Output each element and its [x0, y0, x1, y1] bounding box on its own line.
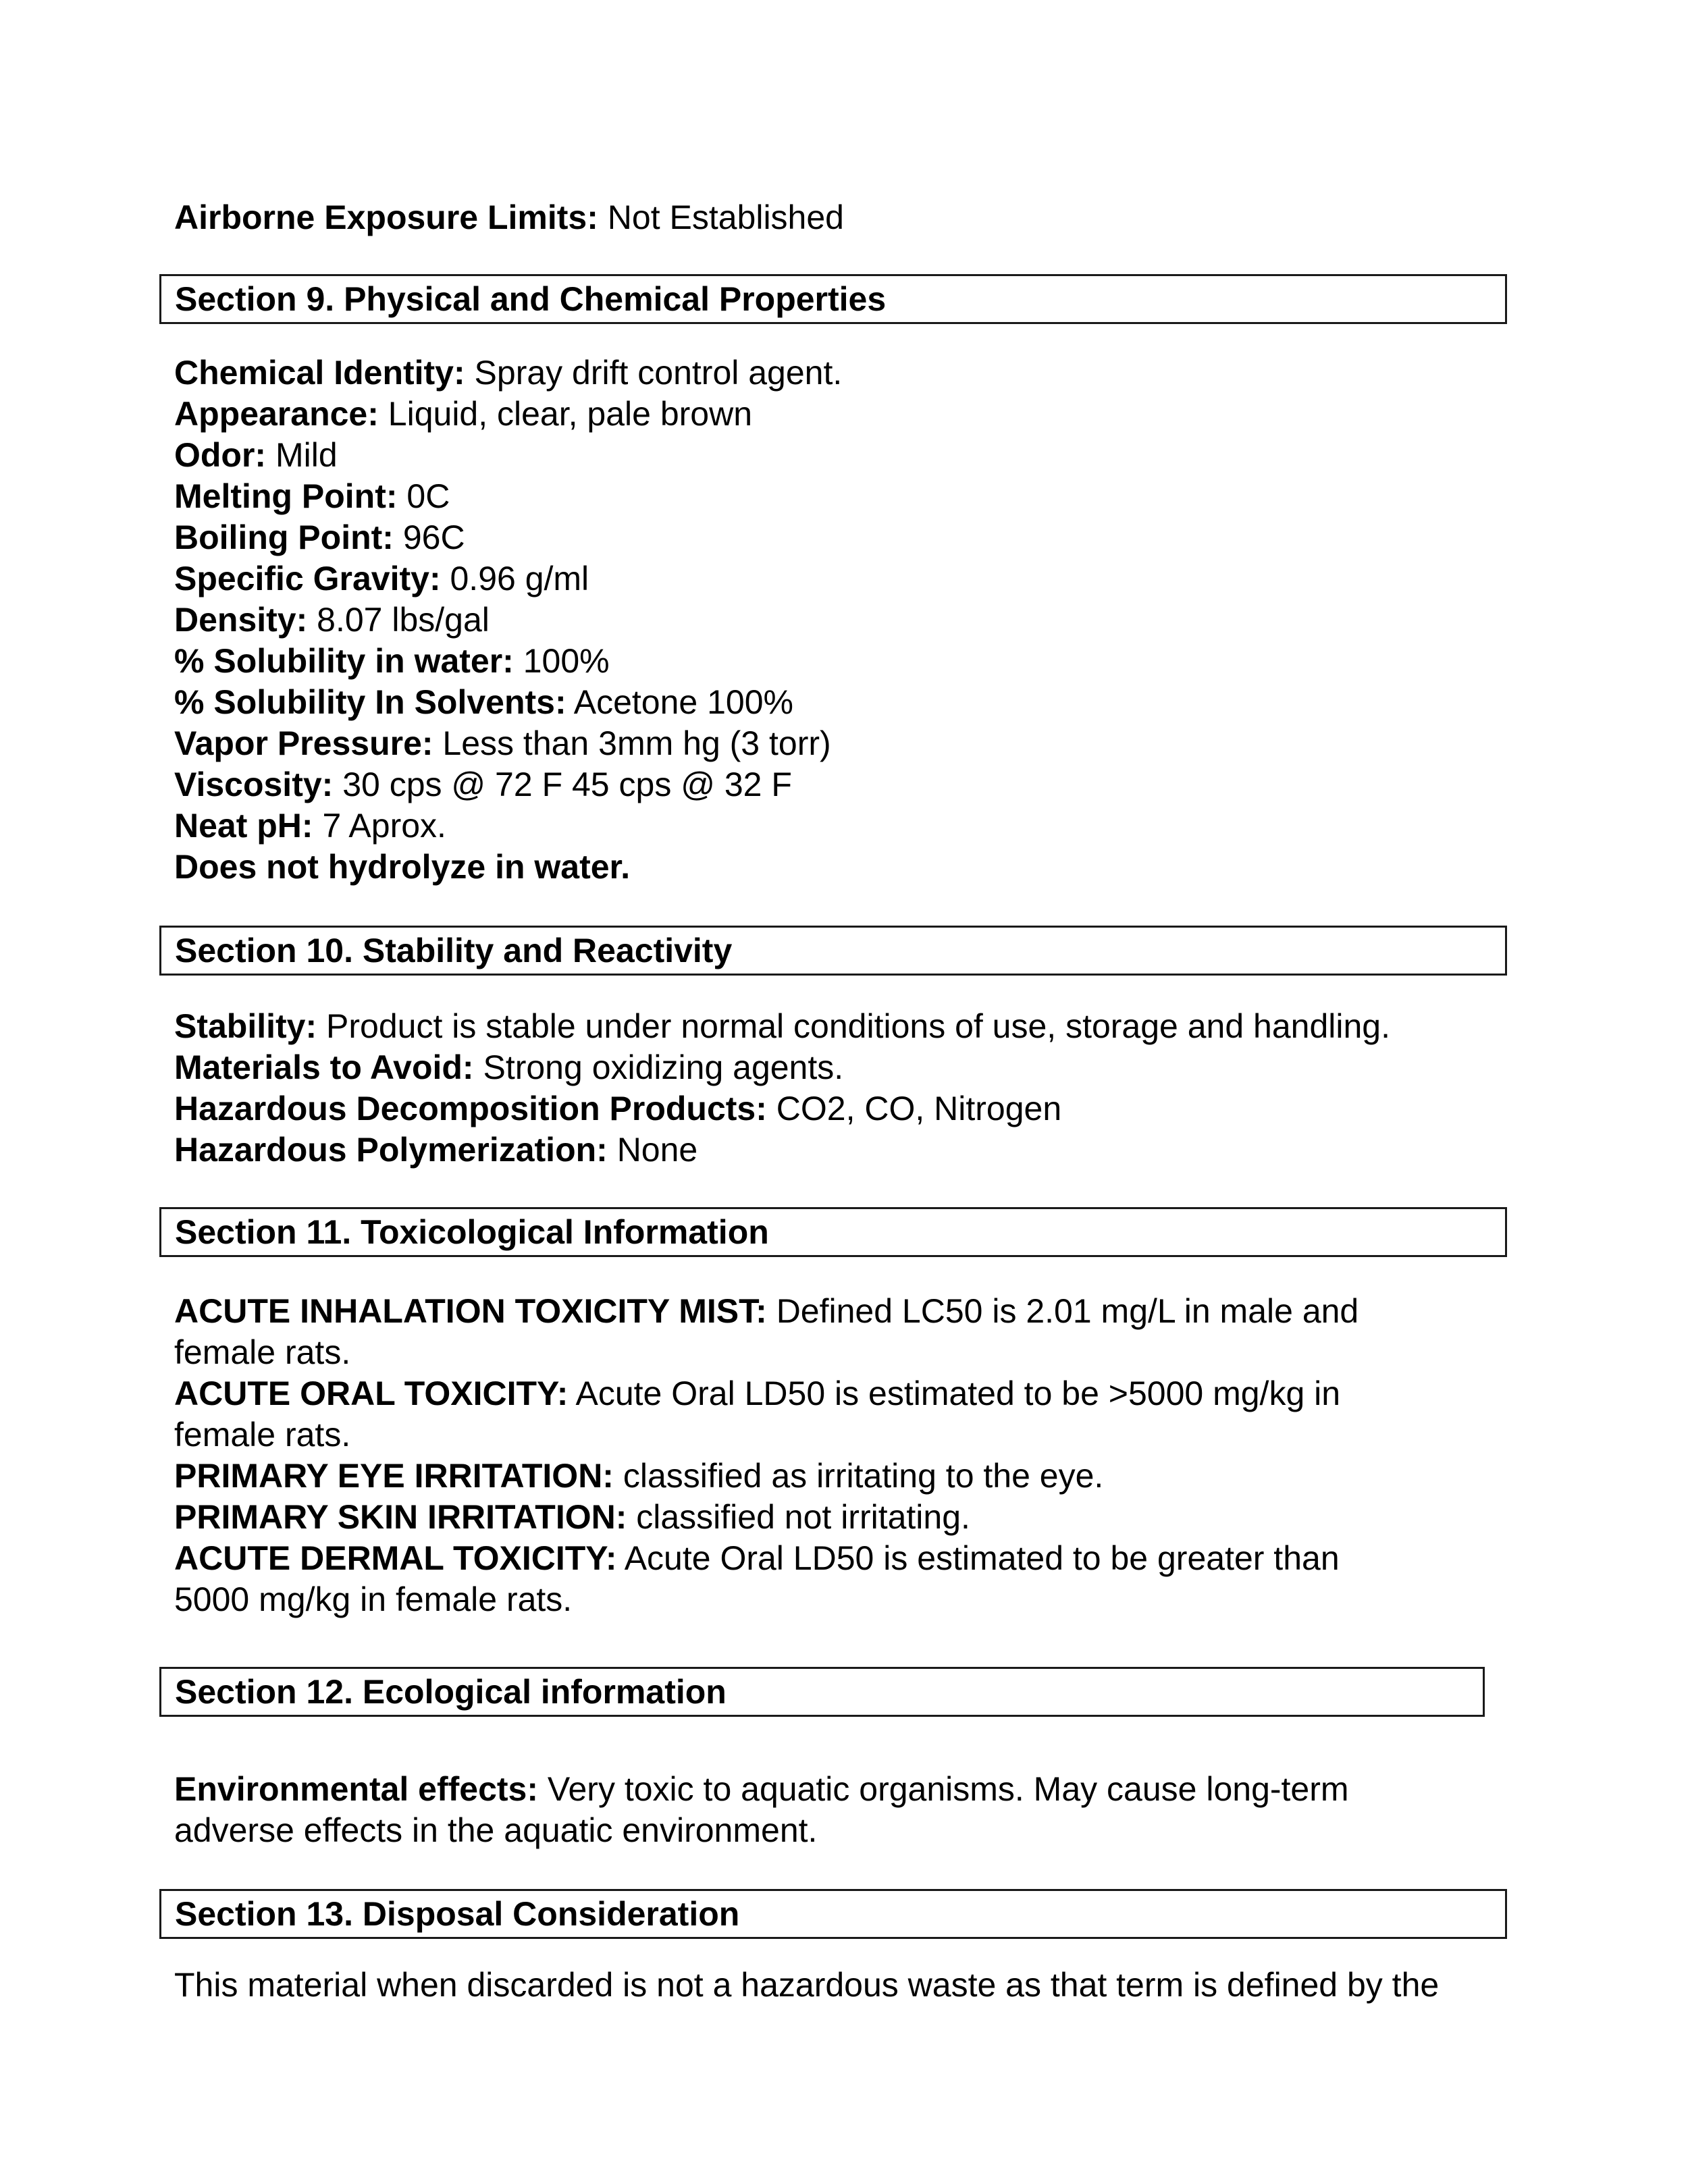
- field-label: PRIMARY SKIN IRRITATION:: [174, 1498, 627, 1536]
- tox-oral-cont: [174, 1414, 350, 1456]
- field-value: CO2, CO, Nitrogen: [766, 1090, 1062, 1127]
- section-12-header: [159, 1667, 1485, 1717]
- field-value: Spray drift control agent.: [465, 354, 843, 392]
- tox-dermal-cont: [174, 1579, 572, 1620]
- field-value: Liquid, clear, pale brown: [378, 395, 753, 433]
- field-label: Specific Gravity:: [174, 560, 441, 597]
- tox-inhalation: [174, 1291, 1359, 1332]
- tox-dermal: [174, 1538, 1340, 1579]
- property-boiling-point: [174, 517, 465, 558]
- field-label: Boiling Point:: [174, 518, 394, 556]
- field-value: This material when discarded is not a hazardous waste as that term is defined by the: [174, 1966, 1440, 2004]
- reactivity-polymerization: [174, 1129, 697, 1171]
- field-value: Mild: [266, 436, 338, 474]
- field-label: ACUTE DERMAL TOXICITY:: [174, 1539, 617, 1577]
- field-label: % Solubility in water:: [174, 642, 514, 680]
- tox-oral: [174, 1373, 1340, 1414]
- field-value: classified as irritating to the eye.: [613, 1457, 1104, 1495]
- field-label: Hazardous Decomposition Products:: [174, 1090, 767, 1127]
- property-density: [174, 600, 490, 641]
- field-value: 0.96 g/ml: [440, 560, 589, 597]
- field-label: Does not hydrolyze in water.: [174, 848, 631, 886]
- section-title: Section 11. Toxicological Information: [175, 1213, 769, 1251]
- eco-environmental-effects-cont: [174, 1810, 817, 1851]
- field-label: Chemical Identity:: [174, 354, 465, 392]
- field-value: 7 Aprox.: [313, 807, 446, 845]
- field-value: Defined LC50 is 2.01 mg/L in male and: [766, 1292, 1359, 1330]
- property-odor: [174, 435, 338, 476]
- field-value: Very toxic to aquatic organisms. May cause long-term: [538, 1770, 1349, 1808]
- field-label: ACUTE INHALATION TOXICITY MIST:: [174, 1292, 767, 1330]
- property-neat-ph: [174, 805, 446, 847]
- field-label: % Solubility In Solvents:: [174, 683, 566, 721]
- field-label: Materials to Avoid:: [174, 1048, 474, 1086]
- field-label: Density:: [174, 601, 308, 639]
- property-solubility-solvents: [174, 682, 793, 723]
- property-appearance: [174, 394, 752, 435]
- field-label: Hazardous Polymerization:: [174, 1131, 608, 1169]
- field-label: Stability:: [174, 1007, 317, 1045]
- field-value: adverse effects in the aquatic environment.: [174, 1811, 818, 1849]
- field-label: Melting Point:: [174, 477, 398, 515]
- reactivity-stability: [174, 1006, 1390, 1047]
- eco-environmental-effects: [174, 1769, 1349, 1810]
- property-viscosity: [174, 764, 792, 805]
- section-10-header: [159, 926, 1507, 976]
- field-value: Acute Oral LD50 is estimated to be >5000 mg/kg in: [568, 1375, 1341, 1412]
- field-value: Less than 3mm hg (3 torr): [433, 724, 831, 762]
- airborne-exposure-limits: [174, 197, 844, 238]
- field-value: female rats.: [174, 1333, 351, 1371]
- field-value: 5000 mg/kg in female rats.: [174, 1580, 573, 1618]
- section-9-header: [159, 274, 1507, 324]
- field-value: female rats.: [174, 1416, 351, 1454]
- property-melting-point: [174, 476, 450, 517]
- reactivity-materials-to-avoid: [174, 1047, 843, 1088]
- field-value: 30 cps @ 72 F 45 cps @ 32 F: [333, 766, 792, 803]
- field-value: classified not irritating.: [627, 1498, 970, 1536]
- tox-eye-irritation: [174, 1456, 1103, 1497]
- field-label: Viscosity:: [174, 766, 334, 803]
- property-solubility-water: [174, 641, 610, 682]
- field-label: Airborne Exposure Limits:: [174, 198, 598, 236]
- property-specific-gravity: [174, 558, 589, 600]
- field-value: Not Established: [598, 198, 844, 236]
- field-value: Acetone 100%: [566, 683, 794, 721]
- section-title: Section 13. Disposal Consideration: [175, 1895, 740, 1933]
- field-value: 100%: [513, 642, 610, 680]
- field-value: Product is stable under normal conditions of use, storage and handling.: [317, 1007, 1391, 1045]
- disposal-text: [174, 1965, 1439, 2006]
- section-title: Section 12. Ecological information: [175, 1673, 727, 1711]
- reactivity-decomposition-products: [174, 1088, 1061, 1129]
- field-value: Strong oxidizing agents.: [473, 1048, 844, 1086]
- field-label: Environmental effects:: [174, 1770, 539, 1808]
- section-13-header: [159, 1889, 1507, 1939]
- field-value: 8.07 lbs/gal: [307, 601, 490, 639]
- tox-skin-irritation: [174, 1497, 970, 1538]
- field-label: ACUTE ORAL TOXICITY:: [174, 1375, 569, 1412]
- field-value: None: [607, 1131, 698, 1169]
- field-label: Odor:: [174, 436, 267, 474]
- section-11-header: [159, 1207, 1507, 1257]
- field-value: Acute Oral LD50 is estimated to be greater than: [616, 1539, 1340, 1577]
- property-vapor-pressure: [174, 723, 831, 764]
- property-hydrolyze-note: [174, 847, 630, 888]
- property-chemical-identity: [174, 352, 842, 394]
- field-label: Appearance:: [174, 395, 379, 433]
- field-label: Neat pH:: [174, 807, 313, 845]
- section-title: Section 9. Physical and Chemical Properties: [175, 280, 887, 318]
- field-value: 96C: [393, 518, 465, 556]
- field-label: Vapor Pressure:: [174, 724, 433, 762]
- section-title: Section 10. Stability and Reactivity: [175, 932, 733, 969]
- field-label: PRIMARY EYE IRRITATION:: [174, 1457, 614, 1495]
- field-value: 0C: [397, 477, 450, 515]
- tox-inhalation-cont: [174, 1332, 350, 1373]
